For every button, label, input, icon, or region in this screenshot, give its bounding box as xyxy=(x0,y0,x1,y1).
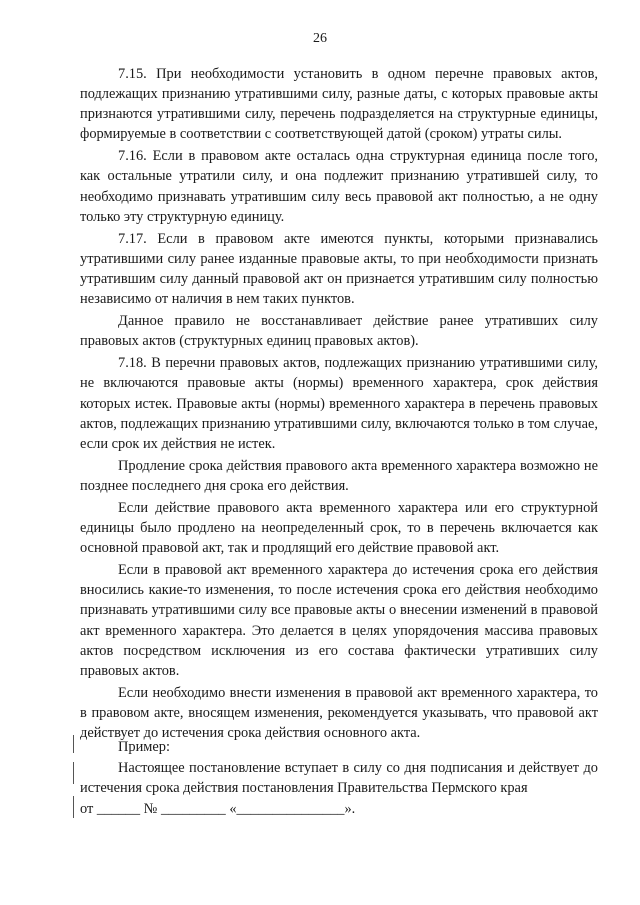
example-label: Пример: xyxy=(118,739,170,755)
paragraph-extension: Продление срока действия правового акта временного характера возможно не позднее последнего дня срока его действия. xyxy=(80,457,598,494)
example-block xyxy=(80,737,598,819)
paragraph-amendments: Если в правовой акт временного характера до истечения срока его действия вносились какие-то изменения, то после истечения срока его действия необходимо признавать утратившими силу все правовые акты о внесении изменений в правовой акт временного характера. Это делается в целях упорядочения массива правовых актов посредством исключения из его состава фактически утративших силу правовых актов. xyxy=(80,562,598,679)
margin-mark xyxy=(73,735,74,753)
page-number: 26 xyxy=(313,31,327,46)
paragraph-7-15: 7.15. При необходимости установить в одном перечне правовых актов, подлежащих признанию утратившими силу, разные даты, с которых правовые акты признаются утратившими силу, перечень подразделяется на структурные единицы, формируемые в соответствии с соответствующей датой (сроком) утраты силы. xyxy=(80,66,598,143)
paragraph-7-17-note: Данное правило не восстанавливает действие ранее утративших силу правовых актов (структурных единиц правовых актов). xyxy=(80,313,598,350)
paragraph-7-18: 7.18. В перечни правовых актов, подлежащих признанию утратившими силу, не включаются правовые акты (нормы) временного характера, срок действия которых истек. Правовые акты (нормы) временного характера в перечень правовых актов, подлежащих признанию утратившими силу, включаются только в том случае, если срок их действия не истек. xyxy=(80,355,598,452)
paragraph-recommendation: Если необходимо внести изменения в правовой акт временного характера, то в правовом акте, вносящем изменения, рекомендуется указывать, что правовой акт действует до истечения срока действия основного акта. xyxy=(80,684,598,741)
paragraph-7-16: 7.16. Если в правовом акте осталась одна структурная единица после того, как остальные утратили силу, и она подлежит признанию утратившей силу, то необходимо признавать утратившим силу весь правовой акт полностью, а не одну только эту структурную единицу. xyxy=(80,148,598,225)
paragraph-7-17: 7.17. Если в правовом акте имеются пункты, которыми признавались утратившими силу ранее изданные правовые акты, то при необходимости признать утратившим силу данный правовой акт он признается утратившим силу полностью независимо от наличия в нем таких пунктов. xyxy=(80,230,598,308)
paragraph-indefinite-extension: Если действие правового акта временного характера или его структурной единицы было продлено на неопределенный срок, то в перечень включается как основной правовой акт, так и продлящий его действие правовой акт. xyxy=(80,499,598,557)
example-text: Настоящее постановление вступает в силу со дня подписания и действует до истечения срока действия постановления Правительства Пермского края xyxy=(80,759,598,796)
document-body xyxy=(80,64,598,743)
example-blanks: от ______ № _________ «_______________». xyxy=(80,800,356,817)
margin-mark xyxy=(73,762,74,784)
margin-mark xyxy=(73,796,74,818)
